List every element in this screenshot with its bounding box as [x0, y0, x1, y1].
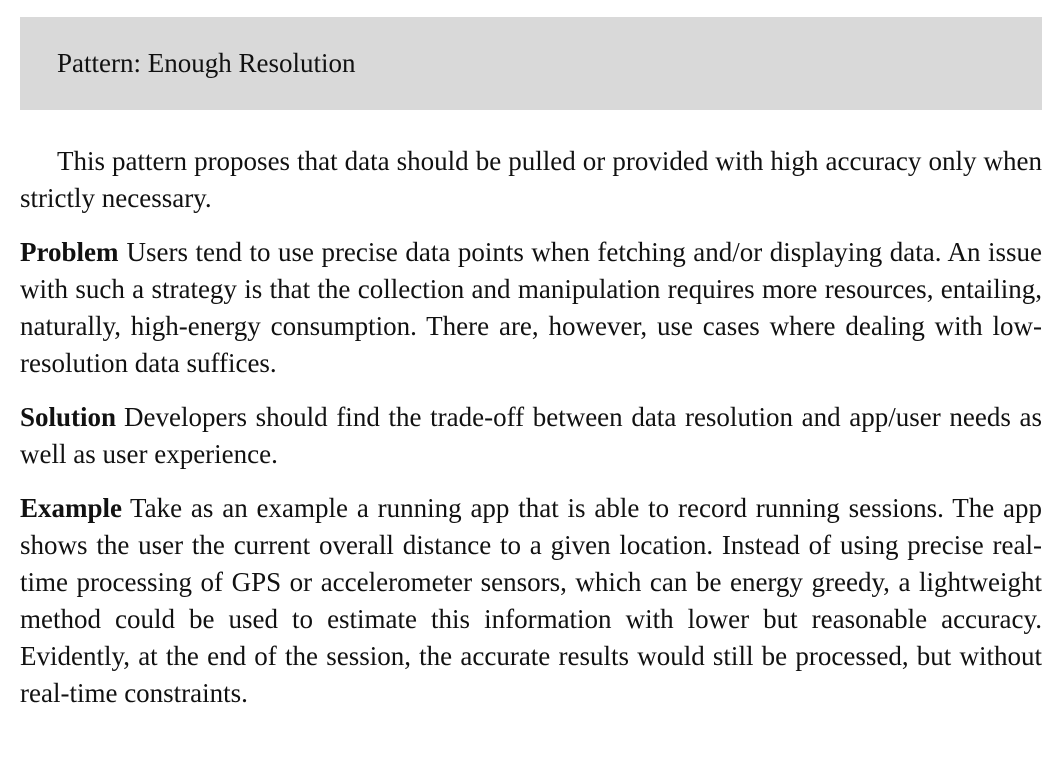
pattern-title: Pattern: Enough Resolution — [57, 48, 356, 78]
pattern-header-box — [20, 17, 1042, 110]
solution-label: Solution — [20, 402, 117, 432]
problem-text: Users tend to use precise data points when fetching and/or displaying data. An issue with such a strategy is that the collection and manipulation requires more resources, entailing, naturally, high-energy consumption. There are, however, use cases where dealing with low-resolution data suffices. — [20, 237, 1042, 378]
problem-label: Problem — [20, 237, 119, 267]
solution-paragraph — [20, 399, 1042, 473]
example-label: Example — [20, 493, 123, 523]
example-paragraph — [20, 490, 1042, 712]
intro-paragraph: This pattern proposes that data should be pulled or provided with high accuracy only when strictly necessary. — [20, 146, 1042, 213]
problem-paragraph — [20, 234, 1042, 382]
example-text: Take as an example a running app that is able to record running sessions. The app shows the user the current overall distance to a given location. Instead of using precise real-time processing of GPS or accelerometer sensors, which can be energy greedy, a lightweight method could be used to estimate this information with lower but reasonable accuracy. Evidently, at the end of the session, the accurate results would still be processed, but without real-time constraints. — [20, 493, 1042, 708]
solution-text: Developers should find the trade-off between data resolution and app/user needs as well as user experience. — [20, 402, 1042, 469]
pattern-body — [20, 143, 1042, 729]
